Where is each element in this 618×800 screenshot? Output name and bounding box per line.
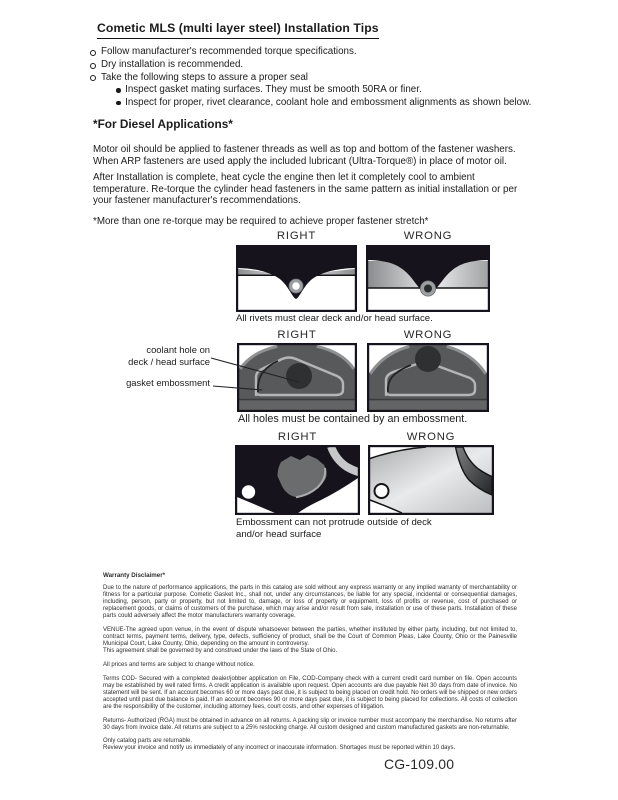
rivet-right-illustration bbox=[236, 245, 357, 312]
diesel-paragraph: Motor oil should be applied to fastener threads as well as top and bottom of the fastener washers. When ARP fasteners are used apply the included lubricant (Ultra-Torque®) in place of motor oil. bbox=[93, 143, 516, 167]
catalog-line: Only catalog parts are returnable. bbox=[103, 738, 193, 745]
tip-text: Take the following steps to assure a proper seal bbox=[101, 71, 308, 83]
list-item bbox=[90, 72, 540, 85]
rivet-wrong-illustration bbox=[366, 245, 490, 312]
figure1-wrong-label: WRONG bbox=[403, 230, 453, 242]
figure2-wrong-label: WRONG bbox=[403, 329, 453, 341]
coolant-hole-callout bbox=[100, 344, 210, 367]
venue-paragraph: VENUE-The agreed upon venue, in the event of dispute whatsoever between the parties, whether instituted by either party, including, but not limited to, contract terms, payment terms, delivery, type, defects, sufficiency of product, shall be the Court of Common Pleas, Lake County, Ohio or the Painesville Municipal Court, Lake County, Ohio, depending on the amount in controversy. bbox=[103, 627, 517, 648]
governing-law-line: This agreement shall be governed by and construed under the laws of the State of Ohio. bbox=[103, 648, 338, 655]
warranty-paragraph: Due to the nature of performance applications, the parts in this catalog are sold without any express warranty or any implied warranty of merchantability or fitness for a particular purpose. Cometic Gasket Inc., shall not, under any circumstances, be liable for any special, incidental or consequential damages, including, person, party or property, but not limited to, damage, or loss of property or equipment, loss of profits or revenue, cost of purchased or replacement goods, or claims of customers of the purchase, which may arise and/or result from sale, installation or use of these parts. Installation of these parts could adversely affect the motor manufacturers warranty coverage. bbox=[103, 585, 517, 620]
callout-line: deck / head surface bbox=[128, 355, 210, 367]
retorque-note: *More than one re-torque may be required to achieve proper fastener stretch* bbox=[93, 215, 429, 227]
figure2-right-diagram bbox=[237, 343, 357, 412]
figure1-caption: All rivets must clear deck and/or head surface. bbox=[236, 313, 433, 324]
catalog-page-code: CG-109.00 bbox=[384, 756, 455, 772]
caption-line: Embossment can not protrude outside of deck bbox=[236, 517, 432, 528]
figure3-wrong-diagram bbox=[368, 445, 494, 515]
prices-line: All prices and terms are subject to change without notice. bbox=[103, 661, 255, 668]
review-line: Review your invoice and notify us immediately of any incorrect or inaccurate information. Shortages must be reported within 10 days. bbox=[103, 745, 456, 752]
figure3-right-diagram bbox=[235, 445, 360, 515]
circle-bullet-icon bbox=[90, 63, 96, 69]
figure3-right-label: RIGHT bbox=[277, 431, 318, 443]
terms-paragraph: Terms COD- Secured with a completed dealer/jobber application on File, COD-Company check with a current credit card number on file. Open accounts may be established by well rated firms. A credit application is available upon request. Open accounts are due payable Net 30 days from date of invoice. No statement will be sent. If an account becomes 60 or more days past due, it is subject to being placed on credit hold. No orders will be shipped or new orders accepted until past due balance is paid. If an account becomes 90 or more days past due, it is subject to being placed for collections. All costs of collection are the responsibility of the customer, including attorney fees, court costs, and other expenses of litigation. bbox=[103, 675, 517, 710]
diesel-section-heading: *For Diesel Applications* bbox=[93, 117, 233, 131]
figure3-wrong-label: WRONG bbox=[406, 431, 456, 443]
figure1-right-diagram bbox=[236, 245, 357, 312]
warranty-disclaimer-heading: Warranty Disclaimer* bbox=[103, 572, 166, 579]
caption-line: and/or head surface bbox=[236, 529, 322, 541]
deck-edge-right-illustration bbox=[235, 445, 360, 515]
dot-bullet-icon bbox=[116, 101, 121, 106]
tip-text: Inspect for proper, rivet clearance, coolant hole and embossment alignments as shown below. bbox=[125, 97, 532, 109]
returns-paragraph: Returns- Authorized (RGA) must be obtained in advance on all returns. A packing slip or invoice number must accompany the merchandise. No returns after 30 days from invoice date. All returns are subject to a 25% restocking charge. All custom designed and custom manufactured gaskets are non-returnable. bbox=[103, 717, 517, 731]
figure1-right-label: RIGHT bbox=[276, 230, 317, 242]
list-item bbox=[90, 59, 540, 72]
figure2-wrong-diagram bbox=[367, 343, 489, 412]
embossment-right-illustration bbox=[237, 343, 357, 412]
callout-line: coolant hole on bbox=[146, 344, 210, 355]
diesel-paragraph: After Installation is complete, heat cycle the engine then let it completely cool to ambient temperature. Re-torque the cylinder head fasteners in the same pattern as initial installation or per your fastener manufacturer's recommendations. bbox=[93, 171, 518, 207]
tip-text: Inspect gasket mating surfaces. They must be smooth 50RA or finer. bbox=[125, 84, 422, 96]
figure3-caption bbox=[236, 517, 496, 542]
gasket-embossment-callout: gasket embossment bbox=[126, 377, 210, 388]
list-item bbox=[90, 46, 540, 59]
list-item bbox=[116, 84, 540, 97]
tip-text: Follow manufacturer's recommended torque specifications. bbox=[101, 46, 357, 57]
figure2-right-label: RIGHT bbox=[277, 329, 317, 341]
circle-bullet-icon bbox=[90, 50, 96, 56]
deck-edge-wrong-illustration bbox=[368, 445, 494, 515]
tip-text: Dry installation is recommended. bbox=[101, 58, 244, 70]
figure1-wrong-diagram bbox=[366, 245, 490, 312]
list-item bbox=[116, 97, 540, 110]
embossment-wrong-illustration bbox=[367, 343, 489, 412]
circle-bullet-icon bbox=[90, 75, 96, 81]
tips-list bbox=[90, 46, 540, 110]
figure2-caption: All holes must be contained by an embossment. bbox=[238, 413, 468, 425]
dot-bullet-icon bbox=[116, 88, 121, 93]
legal-disclaimer-block bbox=[103, 572, 517, 759]
page-title: Cometic MLS (multi layer steel) Installation Tips bbox=[97, 21, 379, 39]
